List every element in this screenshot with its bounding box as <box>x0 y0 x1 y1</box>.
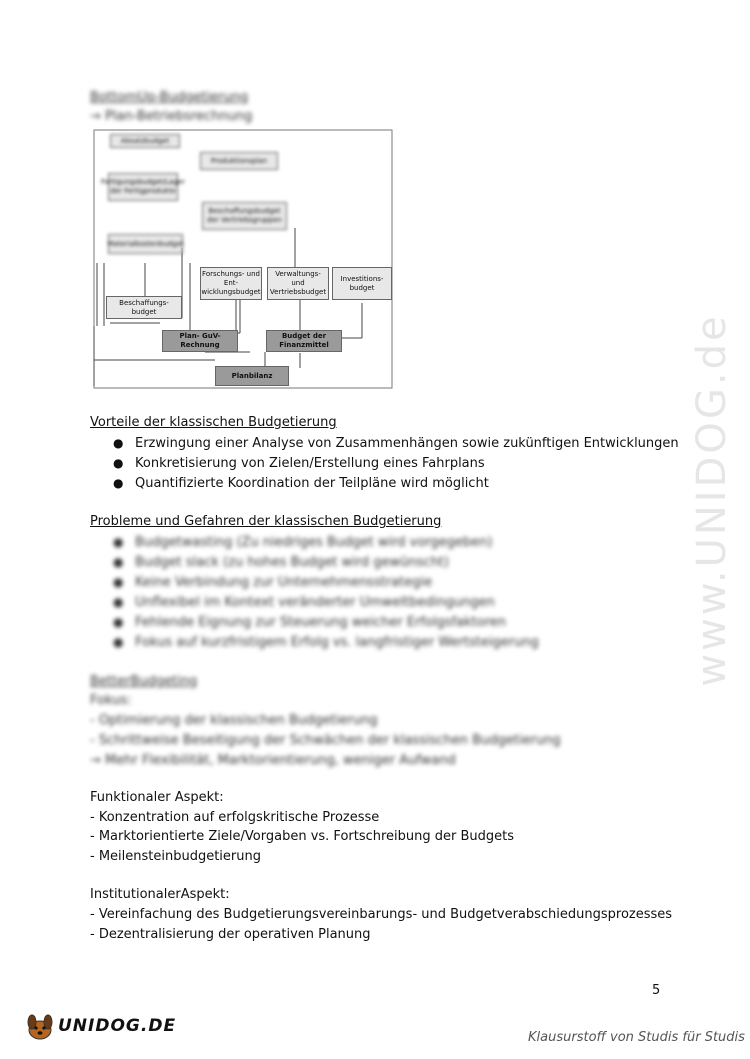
footer-tagline: Klausurstoff von Studis für Studis <box>528 1030 745 1045</box>
text-line: - Marktorientierte Ziele/Vorgaben vs. Fortschreibung der Budgets <box>90 829 515 844</box>
text-line: - Vereinfachung des Budgetierungsvereinbarungs- und Budgetverabschiedungsprozesses <box>90 907 673 922</box>
list-vorteile <box>113 433 679 493</box>
bullet-icon: ● <box>113 476 124 490</box>
list-item: ● Fokus auf kurzfristigem Erfolg vs. langfristiger Wertsteigerung <box>113 632 539 652</box>
text-line: - Meilensteinbudgetierung <box>90 849 261 864</box>
dog-icon <box>24 1010 56 1042</box>
list-item: ● Budget slack (zu hohes Budget wird gewünscht) <box>113 552 539 572</box>
section-heading-betterbudgeting: BetterBudgeting <box>90 674 198 689</box>
section-heading-probleme: Probleme und Gefahren der klassischen Budgetierung <box>90 514 442 529</box>
bullet-icon: ● <box>113 555 124 569</box>
bullet-icon: ● <box>113 535 124 549</box>
diagram-box-beschaffung: Beschaffungs- budget <box>106 296 182 319</box>
diagram-box-blurred-4: Beschaffungsbudget der Vertriebsgruppen <box>202 202 287 230</box>
section-heading-bottomup: BottomUp-Budgetierung <box>90 90 249 105</box>
diagram-box-investition: Investitions- budget <box>332 267 392 300</box>
list-item: ● Budgetwasting (Zu niedriges Budget wird vorgegeben) <box>113 532 539 552</box>
diagram-box-guv: Plan- GuV-Rechnung <box>162 330 238 352</box>
section-heading-funktional: Funktionaler Aspekt: <box>90 790 224 805</box>
text-line: - Optimierung der klassischen Budgetierung <box>90 713 378 728</box>
diagram-box-blurred-3: Fertigungsbudget/Lager der Fertigprodukte <box>108 173 178 201</box>
section-subheading-plan: → Plan-Betriebsrechnung <box>90 109 253 124</box>
text-line: - Konzentration auf erfolgskritische Prozesse <box>90 810 380 825</box>
footer-logo <box>24 1010 176 1042</box>
logo-text: UNIDOG.DE <box>58 1016 177 1036</box>
diagram-box-blurred-1: Absatzbudget <box>110 134 180 148</box>
diagram-box-forschung: Forschungs- und Ent- wicklungsbudget <box>200 267 262 300</box>
list-item: ● Erzwingung einer Analyse von Zusammenhängen sowie zukünftigen Entwicklungen <box>113 433 679 453</box>
diagram-box-bilanz: Planbilanz <box>215 366 289 386</box>
diagram-box-blurred-5: Materialkostenbudget <box>108 234 183 254</box>
text-line: Fokus: <box>90 693 132 708</box>
list-item: ● Konkretisierung von Zielen/Erstellung eines Fahrplans <box>113 453 679 473</box>
list-item: ● Keine Verbindung zur Unternehmensstrategie <box>113 572 539 592</box>
list-item: ● Unflexibel im Kontext veränderter Umweltbedingungen <box>113 592 539 612</box>
bullet-icon: ● <box>113 436 124 450</box>
bullet-icon: ● <box>113 595 124 609</box>
diagram-box-verwaltung: Verwaltungs- und Vertriebsbudget <box>267 267 329 300</box>
section-heading-vorteile: Vorteile der klassischen Budgetierung <box>90 415 337 430</box>
section-heading-institutional: InstitutionalerAspekt: <box>90 887 230 902</box>
text-line: → Mehr Flexibilität, Marktorientierung, weniger Aufwand <box>90 753 456 768</box>
text-line: - Schrittweise Beseitigung der Schwächen der klassischen Budgetierung <box>90 733 561 748</box>
page-number: 5 <box>652 983 661 998</box>
bullet-icon: ● <box>113 575 124 589</box>
bullet-icon: ● <box>113 635 124 649</box>
watermark: www.UNIDOG.de <box>689 313 735 687</box>
list-item: ● Fehlende Eignung zur Steuerung weicher Erfolgsfaktoren <box>113 612 539 632</box>
bullet-icon: ● <box>113 456 124 470</box>
text-line: - Dezentralisierung der operativen Planung <box>90 927 371 942</box>
list-probleme <box>113 532 539 652</box>
list-item: ● Quantifizierte Koordination der Teilpläne wird möglicht <box>113 473 679 493</box>
bullet-icon: ● <box>113 615 124 629</box>
diagram-box-finanz: Budget der Finanzmittel <box>266 330 342 352</box>
diagram-box-blurred-2: Produktionsplan <box>200 152 278 170</box>
